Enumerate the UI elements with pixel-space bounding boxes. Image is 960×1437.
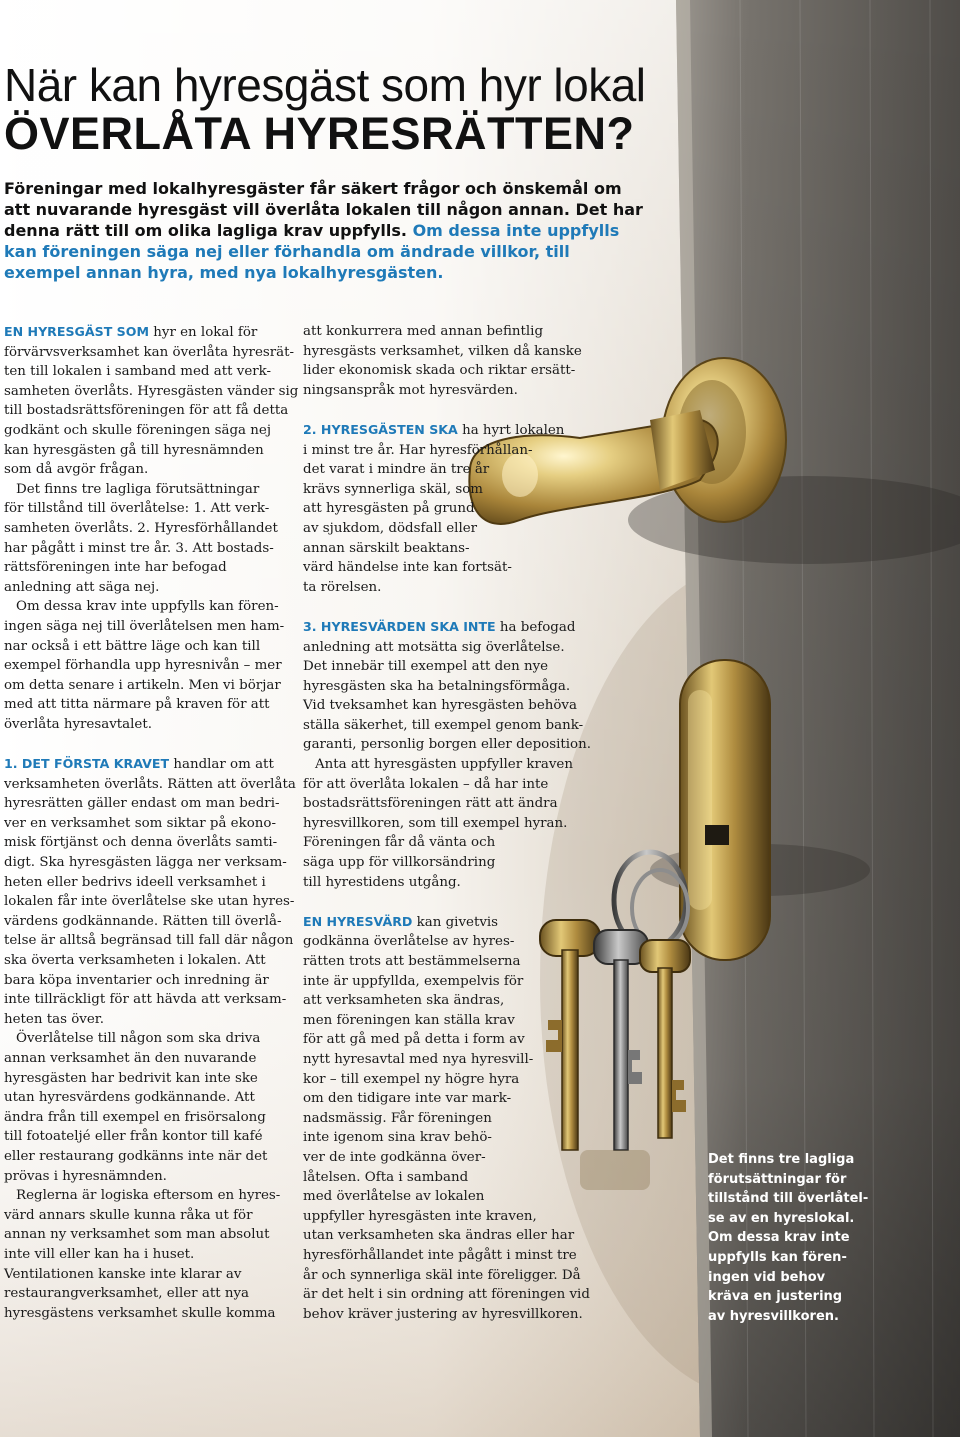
body-text: rätten trots att bestämmelserna bbox=[303, 954, 521, 969]
body-text: hyresrätten gäller endast om man bedri- bbox=[4, 796, 280, 812]
body-text: godkänt och skulle föreningen säga nej bbox=[4, 422, 271, 438]
body-text: verksamheten överlåts. Rätten att överlåta bbox=[4, 776, 296, 792]
body-text: inte är uppfyllda, exempelvis för bbox=[303, 973, 524, 989]
sidebar-line: ingen vid behov bbox=[708, 1269, 826, 1285]
body-line bbox=[4, 1010, 294, 1030]
body-text: att hyresgästen på grund bbox=[303, 501, 475, 517]
article-title bbox=[4, 60, 704, 158]
section-lead: EN HYRESVÄRD bbox=[303, 913, 413, 929]
body-text: till fotoateljé eller från kontor till kafé bbox=[4, 1129, 263, 1145]
body-line bbox=[303, 1030, 603, 1050]
body-text: ta rörelsen. bbox=[303, 579, 382, 595]
body-line bbox=[4, 480, 294, 500]
body-line bbox=[4, 931, 294, 951]
body-column-left bbox=[4, 322, 299, 1323]
body-text: hyresgästens verksamhet skulle komma bbox=[4, 1305, 276, 1321]
body-text: förvärvsverksamhet kan överlåta hyresrät- bbox=[4, 344, 295, 360]
body-line bbox=[303, 1128, 603, 1148]
sidebar-line: Om dessa krav inte bbox=[708, 1230, 850, 1246]
body-text: till hyrestidens utgång. bbox=[303, 874, 461, 890]
body-line bbox=[4, 676, 294, 696]
body-text: Reglerna är logiska eftersom en hyres- bbox=[16, 1188, 281, 1204]
body-line bbox=[303, 912, 603, 933]
body-line bbox=[303, 1089, 603, 1109]
body-text: att verksamheten ska ändras, bbox=[303, 993, 505, 1009]
body-text: eller restaurang godkänns inte när det bbox=[4, 1148, 268, 1164]
body-line bbox=[4, 322, 294, 343]
body-text: kor – till exempel ny högre hyra bbox=[303, 1071, 520, 1087]
body-text: telse är alltså begränsad till fall där någon bbox=[4, 933, 294, 949]
body-line bbox=[303, 1305, 603, 1325]
body-text: det varat i mindre än tre år bbox=[303, 462, 490, 478]
body-column-right bbox=[303, 322, 603, 1324]
body-line bbox=[303, 441, 603, 461]
body-line bbox=[303, 1266, 603, 1286]
body-text: nadsmässig. Får föreningen bbox=[303, 1110, 492, 1126]
body-text: lider ekonomisk skada och riktar ersätt- bbox=[303, 363, 576, 379]
body-text: säga upp för villkorsändring bbox=[303, 855, 496, 871]
body-text: Det finns tre lagliga förutsättningar bbox=[16, 481, 260, 497]
body-line bbox=[4, 1206, 294, 1226]
body-text: ändra från till exempel en frisörsalong bbox=[4, 1109, 266, 1125]
body-line bbox=[303, 677, 603, 697]
body-line bbox=[4, 1245, 294, 1265]
body-text: annan ny verksamhet som man absolut bbox=[4, 1227, 270, 1243]
body-text: rättsföreningen inte har befogad bbox=[4, 560, 227, 576]
body-line bbox=[303, 519, 603, 539]
body-line bbox=[4, 499, 294, 519]
body-text: för att gå med på detta i form av bbox=[303, 1032, 525, 1048]
body-line bbox=[4, 539, 294, 559]
body-line bbox=[303, 991, 603, 1011]
body-text: exempel förhandla upp hyresnivån – mer bbox=[4, 658, 282, 674]
body-text: inte igenom sina krav behö- bbox=[303, 1130, 492, 1146]
sidebar-line: Det finns tre lagliga bbox=[708, 1152, 855, 1167]
body-line bbox=[303, 381, 603, 401]
sidebar-line: se av en hyreslokal. bbox=[708, 1210, 855, 1226]
body-text: Ventilationen kanske inte klarar av bbox=[4, 1266, 242, 1282]
body-line bbox=[4, 460, 294, 480]
body-line bbox=[4, 794, 294, 814]
body-line bbox=[303, 361, 603, 381]
section-lead: 1. DET FÖRSTA KRAVET bbox=[4, 756, 170, 772]
body-line bbox=[303, 342, 603, 362]
body-line bbox=[4, 558, 294, 578]
body-line bbox=[4, 990, 294, 1010]
body-text: godkänna överlåtelse av hyres- bbox=[303, 934, 515, 950]
body-text: ten till lokalen i samband med att verk- bbox=[4, 364, 272, 380]
body-line bbox=[4, 775, 294, 795]
body-line bbox=[303, 420, 603, 441]
body-text: utan verksamheten ska ändras eller har bbox=[303, 1228, 575, 1244]
sidebar-line: tillstånd till överlåtel- bbox=[708, 1191, 869, 1207]
body-text: samheten överlåts. Hyresgästen vänder sig bbox=[4, 383, 299, 399]
body-line bbox=[4, 1167, 294, 1187]
section-lead: 2. HYRESGÄSTEN SKA bbox=[303, 421, 458, 437]
section-lead: EN HYRESGÄST SOM bbox=[4, 324, 149, 339]
body-text: anledning att motsätta sig överlåtelse. bbox=[303, 639, 565, 655]
body-text: Föreningen får då vänta och bbox=[303, 835, 496, 851]
body-text: ingen säga nej till överlåtelsen men ham- bbox=[4, 618, 285, 634]
body-line bbox=[303, 1109, 603, 1129]
body-line bbox=[4, 912, 294, 932]
body-text: annan verksamhet än den nuvarande bbox=[4, 1050, 257, 1066]
body-text: bostadsrättsföreningen rätt att ändra bbox=[303, 796, 558, 812]
body-line bbox=[303, 539, 603, 559]
body-line bbox=[4, 1069, 294, 1089]
body-text: i minst tre år. Har hyresförhållan- bbox=[303, 442, 533, 458]
body-line bbox=[303, 1207, 603, 1227]
body-text: ver de inte godkänna över- bbox=[303, 1149, 486, 1165]
body-line bbox=[303, 1226, 603, 1246]
body-line bbox=[303, 833, 603, 853]
body-text: men föreningen kan ställa krav bbox=[303, 1012, 515, 1028]
body-text: lokalen får inte överlåtelse ske utan hyres- bbox=[4, 894, 295, 910]
sidebar-caption bbox=[708, 1150, 868, 1326]
body-line bbox=[303, 322, 603, 342]
body-text: heten tas över. bbox=[4, 1011, 104, 1027]
body-text: hyresvillkoren, som till exempel hyran. bbox=[303, 815, 568, 831]
body-line bbox=[303, 1285, 603, 1305]
paragraph-gap bbox=[303, 892, 603, 912]
body-line bbox=[303, 638, 603, 658]
body-text: ska överta verksamheten i lokalen. Att bbox=[4, 953, 266, 968]
body-text: värdens godkännande. Rätten till överlå- bbox=[4, 913, 282, 929]
body-text: krävs synnerliga skäl, som bbox=[303, 481, 483, 497]
body-text: inte tillräckligt för att hävda att verksam- bbox=[4, 992, 287, 1008]
paragraph-gap bbox=[303, 597, 603, 617]
body-text: bara köpa inventarier och inredning är bbox=[4, 972, 269, 988]
body-text: hyresgästs verksamhet, vilken då kanske bbox=[303, 343, 582, 359]
body-line bbox=[4, 637, 294, 657]
body-line bbox=[303, 578, 603, 598]
body-line bbox=[4, 617, 294, 637]
body-text: för tillstånd till överlåtelse: 1. Att verk- bbox=[4, 501, 270, 517]
body-text: nytt hyresavtal med nya hyresvill- bbox=[303, 1051, 534, 1067]
body-line bbox=[303, 775, 603, 795]
body-text: hyr en lokal för bbox=[149, 325, 258, 340]
paragraph-gap bbox=[4, 734, 294, 754]
body-line bbox=[4, 833, 294, 853]
body-line bbox=[4, 1108, 294, 1128]
body-line bbox=[303, 853, 603, 873]
ingress-highlight: Om dessa inte uppfylls bbox=[412, 221, 620, 240]
title-line-2: ÖVERLÅTA HYRESRÄTTEN? bbox=[4, 108, 635, 159]
body-line bbox=[4, 421, 294, 441]
body-text: kan givetvis bbox=[412, 914, 499, 930]
body-text: hyresförhållandet inte pågått i minst tre bbox=[303, 1247, 577, 1263]
sidebar-line: uppfylls kan fören- bbox=[708, 1249, 847, 1265]
ingress-line bbox=[4, 220, 620, 241]
body-line bbox=[303, 1070, 603, 1090]
body-text: nar också i ett bättre läge och kan till bbox=[4, 638, 261, 654]
body-line bbox=[4, 873, 294, 893]
body-line bbox=[4, 971, 294, 991]
body-line bbox=[303, 735, 603, 755]
body-line bbox=[303, 558, 603, 578]
body-text: överlåta hyresavtalet. bbox=[4, 716, 152, 732]
body-text: samheten överlåts. 2. Hyresförhållandet bbox=[4, 520, 278, 536]
body-text: behov kräver justering av hyresvillkoren. bbox=[303, 1306, 583, 1322]
body-text: annan särskilt beaktans- bbox=[303, 540, 470, 556]
body-text: Om dessa krav inte uppfylls kan fören- bbox=[16, 599, 279, 615]
body-text: handlar om att bbox=[169, 757, 274, 773]
body-text: hyresgästen ska ha betalningsförmåga. bbox=[303, 678, 571, 694]
paragraph-gap bbox=[303, 400, 603, 420]
body-text: Det innebär till exempel att den nye bbox=[303, 659, 549, 675]
body-line bbox=[303, 480, 603, 500]
body-line bbox=[4, 597, 294, 617]
body-line bbox=[4, 656, 294, 676]
body-line bbox=[4, 951, 294, 971]
body-text: om den tidigare inte var mark- bbox=[303, 1091, 512, 1107]
body-line bbox=[4, 401, 294, 421]
body-line bbox=[303, 1148, 603, 1168]
body-line bbox=[303, 657, 603, 677]
body-line bbox=[303, 794, 603, 814]
body-text: värd annars skulle kunna råka ut för bbox=[4, 1207, 253, 1223]
ingress-line: att nuvarande hyresgäst vill överlåta lokalen till någon annan. Det har bbox=[4, 200, 643, 219]
body-text: ha befogad bbox=[495, 619, 576, 635]
body-line bbox=[303, 932, 603, 952]
body-text: digt. Ska hyresgästen lägga ner verksam- bbox=[4, 855, 287, 871]
body-text: för att överlåta lokalen – då har inte bbox=[303, 776, 549, 792]
body-text: med överlåtelse av lokalen bbox=[303, 1189, 485, 1205]
body-text: med att titta närmare på kraven för att bbox=[4, 697, 270, 713]
body-text: har pågått i minst tre år. 3. Att bostads- bbox=[4, 540, 274, 556]
body-line bbox=[4, 853, 294, 873]
body-text: uppfyller hyresgästen inte kraven, bbox=[303, 1208, 537, 1224]
body-text: hyresgästen har bedrivit kan inte ske bbox=[4, 1070, 258, 1086]
body-text: utan hyresvärdens godkännande. Att bbox=[4, 1090, 255, 1106]
body-line bbox=[4, 754, 294, 775]
body-text: som då avgör frågan. bbox=[4, 462, 149, 478]
body-text: ningsanspråk mot hyresvärden. bbox=[303, 382, 518, 398]
body-text: värd händelse inte kan fortsät- bbox=[303, 560, 512, 576]
body-line bbox=[4, 1029, 294, 1049]
body-line bbox=[4, 1088, 294, 1108]
body-line bbox=[303, 952, 603, 972]
body-line bbox=[303, 617, 603, 638]
ingress-line: Föreningar med lokalhyresgäster får säkert frågor och önskemål om bbox=[4, 179, 622, 198]
body-text: ha hyrt lokalen bbox=[457, 422, 565, 438]
body-line bbox=[303, 1168, 603, 1188]
body-line bbox=[4, 1284, 294, 1304]
ingress-line: exempel annan hyra, med nya lokalhyresgästen. bbox=[4, 263, 444, 282]
body-line bbox=[303, 873, 603, 893]
body-line bbox=[4, 519, 294, 539]
body-text: kan hyresgästen gå till hyresnämnden bbox=[4, 442, 264, 458]
body-line bbox=[4, 1225, 294, 1245]
ingress-text: denna rätt till om olika lagliga krav uppfylls. bbox=[4, 221, 407, 240]
body-text: till bostadsrättsföreningen för att få detta bbox=[4, 403, 289, 419]
ingress-line: kan föreningen säga nej eller förhandla om ändrade villkor, till bbox=[4, 242, 570, 261]
body-text: inte vill eller kan ha i huset. bbox=[4, 1246, 195, 1262]
body-line bbox=[4, 1265, 294, 1285]
body-line bbox=[4, 1147, 294, 1167]
sidebar-line: av hyresvillkoren. bbox=[708, 1308, 839, 1324]
body-line bbox=[303, 972, 603, 992]
body-text: att konkurrera med annan befintlig bbox=[303, 324, 544, 339]
body-line bbox=[4, 343, 294, 363]
article-ingress bbox=[4, 178, 643, 283]
body-text: prövas i hyresnämnden. bbox=[4, 1168, 167, 1184]
body-text: låtelsen. Ofta i samband bbox=[303, 1169, 469, 1185]
body-line bbox=[4, 814, 294, 834]
body-line bbox=[303, 1187, 603, 1207]
body-line bbox=[303, 1011, 603, 1031]
body-text: Överlåtelse till någon som ska driva bbox=[16, 1031, 261, 1047]
body-line bbox=[4, 1304, 294, 1324]
body-line bbox=[303, 499, 603, 519]
body-line bbox=[303, 716, 603, 736]
body-line bbox=[303, 755, 603, 775]
body-line bbox=[4, 441, 294, 461]
body-text: om detta senare i artikeln. Men vi börjar bbox=[4, 677, 281, 693]
body-line bbox=[303, 1050, 603, 1070]
body-line bbox=[4, 578, 294, 598]
body-text: anledning att säga nej. bbox=[4, 579, 160, 595]
body-text: Vid tveksamhet kan hyresgästen behöva bbox=[303, 698, 577, 714]
body-line bbox=[303, 696, 603, 716]
title-line-1: När kan hyresgäst som hyr lokal bbox=[4, 59, 646, 111]
body-line bbox=[303, 814, 603, 834]
sidebar-line: förutsättningar för bbox=[708, 1171, 847, 1187]
body-line bbox=[4, 382, 299, 402]
body-text: ställa säkerhet, till exempel genom bank- bbox=[303, 717, 584, 733]
body-text: restaurangverksamhet, eller att nya bbox=[4, 1286, 250, 1302]
body-text: garanti, personlig borgen eller deposition. bbox=[303, 737, 591, 753]
body-text: ver en verksamhet som siktar på ekono- bbox=[4, 815, 276, 831]
body-line bbox=[303, 460, 603, 480]
body-line bbox=[4, 362, 294, 382]
body-line bbox=[303, 1246, 603, 1266]
body-line bbox=[4, 1127, 294, 1147]
body-line bbox=[4, 695, 294, 715]
body-line bbox=[4, 1186, 294, 1206]
body-line bbox=[4, 715, 294, 735]
body-line bbox=[4, 892, 294, 912]
section-lead: 3. HYRESVÄRDEN SKA INTE bbox=[303, 618, 496, 634]
body-text: år och synnerliga skäl inte föreligger. Då bbox=[303, 1267, 581, 1283]
body-text: heten eller bedrivs ideell verksamhet i bbox=[4, 874, 266, 890]
body-text: misk förtjänst och denna överlåts samti- bbox=[4, 835, 278, 851]
body-text: av sjukdom, dödsfall eller bbox=[303, 520, 478, 536]
body-text: är det helt i sin ordning att föreningen vid bbox=[303, 1287, 590, 1303]
sidebar-line: kräva en justering bbox=[708, 1289, 843, 1305]
body-line bbox=[4, 1049, 294, 1069]
body-text: Anta att hyresgästen uppfyller kraven bbox=[315, 757, 573, 773]
